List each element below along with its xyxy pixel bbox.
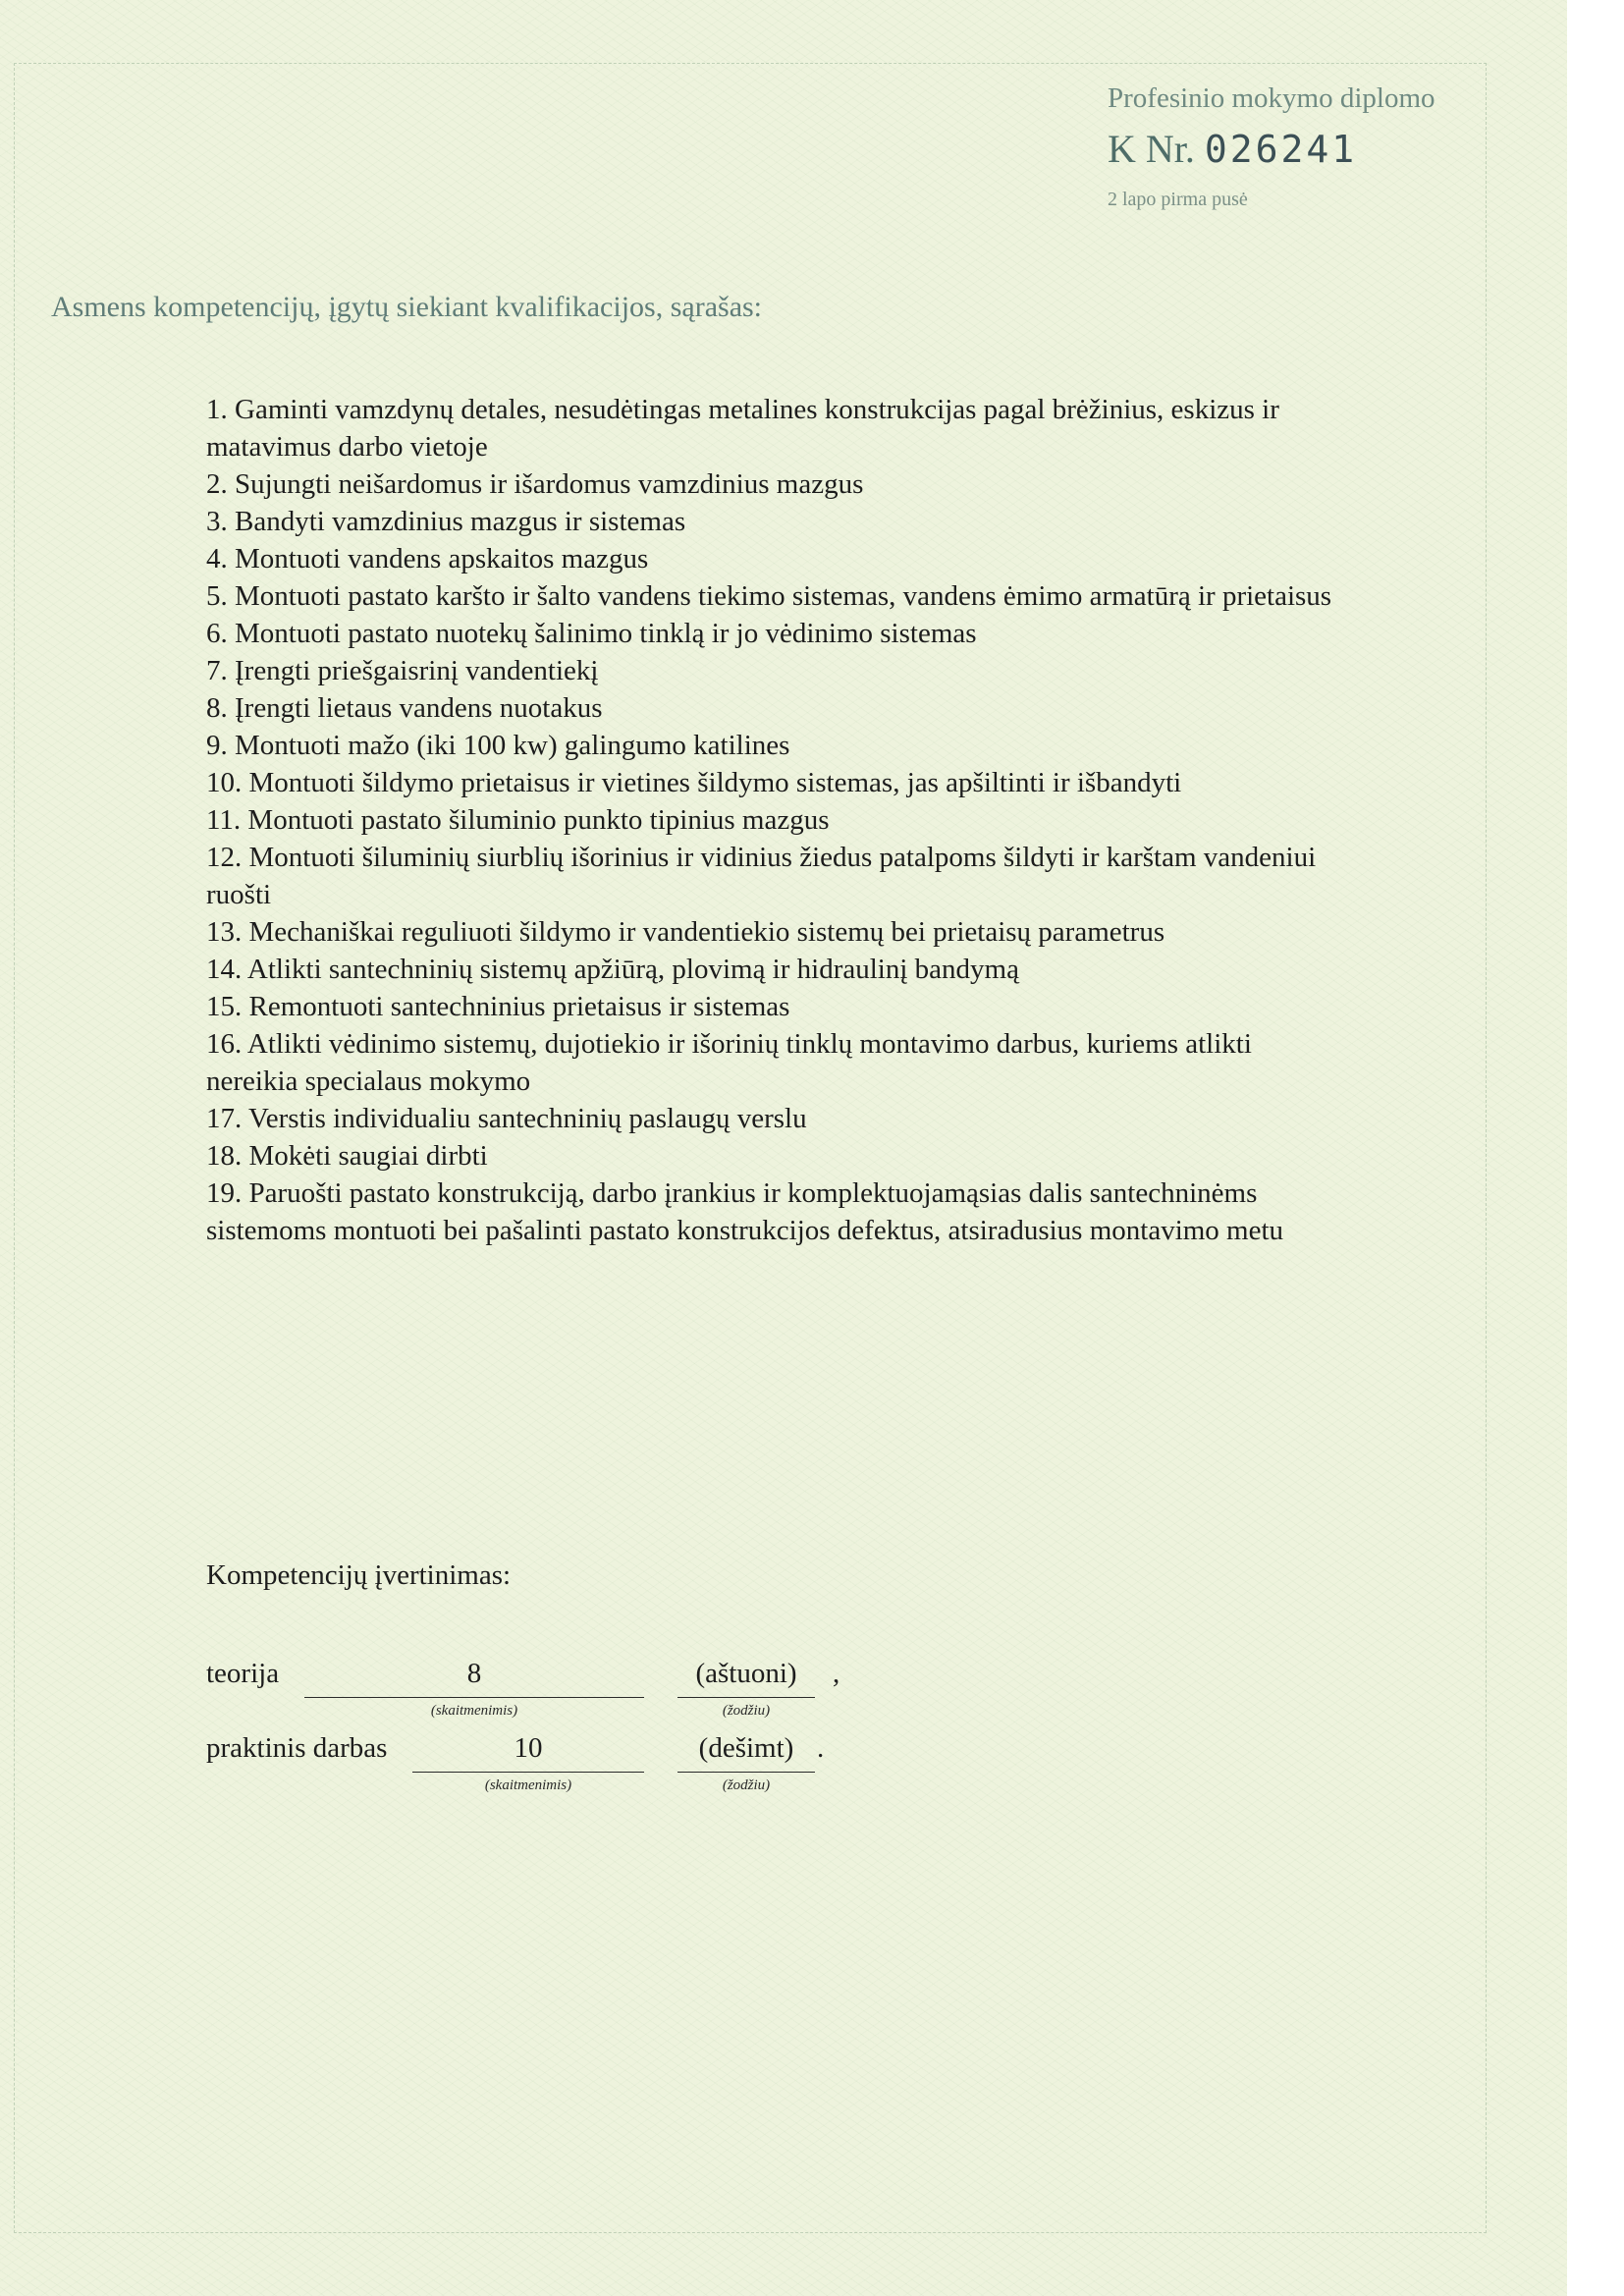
list-item: 11. Montuoti pastato šiluminio punkto tipinius mazgus	[206, 804, 830, 836]
list-item: 5. Montuoti pastato karšto ir šalto vandens tiekimo sistemas, vandens ėmimo armatūrą ir prietaisus	[206, 580, 1332, 612]
list-item: 10. Montuoti šildymo prietaisus ir vietines šildymo sistemas, jas apšiltinti ir išbandyti	[206, 767, 1182, 798]
competences-heading: Asmens kompetencijų, įgytų siekiant kvalifikacijos, sąrašas:	[51, 291, 763, 323]
theory-words-line	[677, 1697, 815, 1698]
list-item: 19. Paruošti pastato konstrukciją, darbo įrankius ir komplektuojamąsias dalis santechninėms sistemoms montuoti bei pašalinti pastato konstrukcijos defektus, atsiradusius montavimo metu	[206, 1177, 1284, 1246]
diploma-number	[1108, 126, 1357, 172]
theory-comma: ,	[833, 1658, 840, 1689]
list-item: 7. Įrengti priešgaisrinį vandentiekį	[206, 655, 599, 686]
list-item: 8. Įrengti lietaus vandens nuotakus	[206, 692, 603, 724]
practice-words-line	[677, 1772, 815, 1773]
list-item: 6. Montuoti pastato nuotekų šalinimo tinklą ir jo vėdinimo sistemas	[206, 618, 977, 649]
theory-number-caption: (skaitmenimis)	[430, 1703, 518, 1719]
theory-label: teorija	[206, 1658, 280, 1689]
theory-number-line	[304, 1697, 644, 1698]
practice-words: (dešimt)	[698, 1732, 794, 1764]
practice-number: 10	[514, 1732, 543, 1764]
list-item: 3. Bandyti vamzdinius mazgus ir sistemas	[206, 506, 686, 537]
list-item: 15. Remontuoti santechninius prietaisus ir sistemas	[206, 991, 790, 1022]
list-item: 1. Gaminti vamzdynų detales, nesudėtingas metalines konstrukcijas pagal brėžinius, eskizus ir matavimus darbo vietoje	[206, 394, 1279, 463]
list-item: 16. Atlikti vėdinimo sistemų, dujotiekio ir išorinių tinklų montavimo darbus, kuriems atlikti nereikia specialaus mokymo	[206, 1028, 1252, 1097]
practice-period: .	[817, 1732, 825, 1764]
theory-number: 8	[466, 1658, 482, 1689]
list-item: 4. Montuoti vandens apskaitos mazgus	[206, 543, 649, 574]
list-item: 12. Montuoti šiluminių siurblių išorinius ir vidinius žiedus patalpoms šildyti ir karštam vandeniui ruošti	[206, 842, 1317, 910]
list-item: 13. Mechaniškai reguliuoti šildymo ir vandentiekio sistemų bei prietaisų parametrus	[206, 916, 1165, 948]
practice-number-line	[412, 1772, 644, 1773]
page-info: 2 lapo pirma pusė	[1108, 189, 1248, 210]
list-item: 14. Atlikti santechninių sistemų apžiūrą, plovimą ir hidraulinį bandymą	[206, 954, 1019, 985]
series-prefix: K Nr.	[1108, 127, 1195, 171]
theory-words-caption: (žodžiu)	[722, 1703, 771, 1719]
practice-number-caption: (skaitmenimis)	[484, 1777, 572, 1793]
list-item: 9. Montuoti mažo (iki 100 kw) galingumo katilines	[206, 730, 790, 761]
list-item: 2. Sujungti neišardomus ir išardomus vamzdinius mazgus	[206, 468, 864, 500]
serial-number: 026241	[1204, 128, 1358, 171]
evaluation-heading: Kompetencijų įvertinimas:	[206, 1559, 512, 1591]
list-item: 17. Verstis individualiu santechninių paslaugų verslu	[206, 1103, 807, 1134]
theory-words: (aštuoni)	[695, 1658, 797, 1689]
diploma-title: Profesinio mokymo diplomo	[1108, 82, 1435, 114]
practice-label: praktinis darbas	[206, 1732, 388, 1764]
competence-list	[206, 391, 1335, 1249]
practice-words-caption: (žodžiu)	[722, 1777, 771, 1793]
list-item: 18. Mokėti saugiai dirbti	[206, 1140, 488, 1172]
